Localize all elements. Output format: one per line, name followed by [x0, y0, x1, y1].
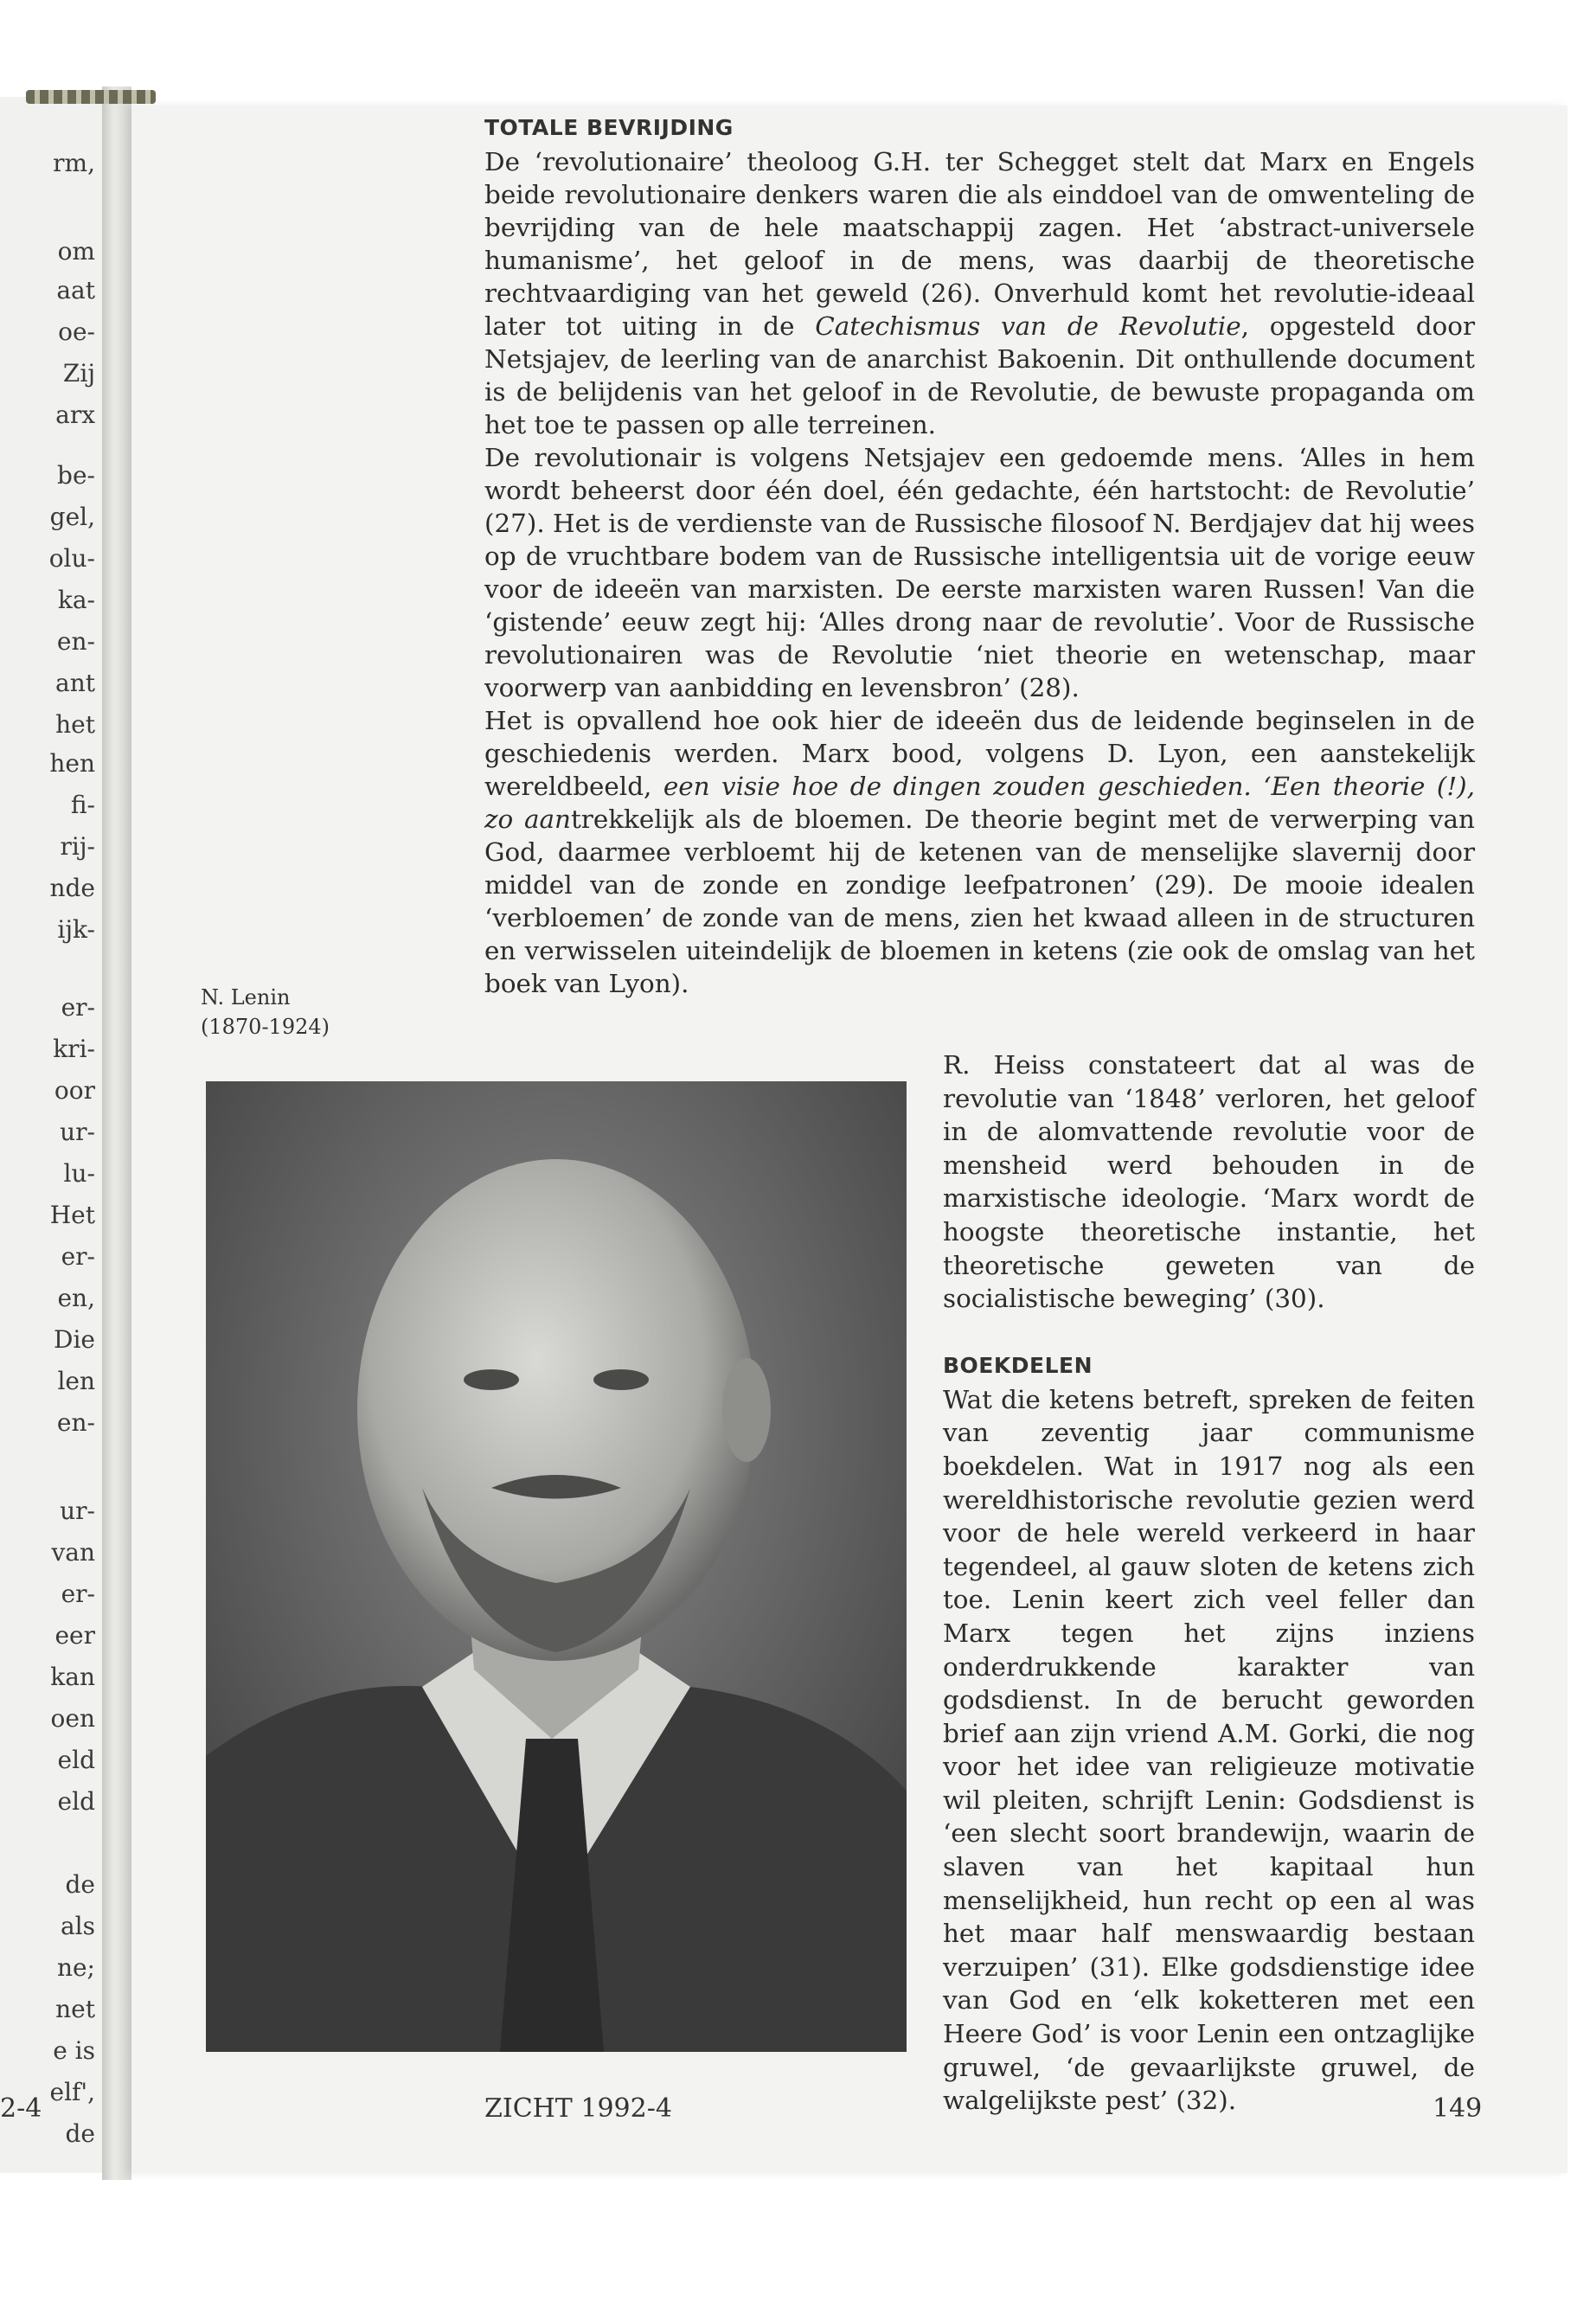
previous-page-text-fragment: als: [60, 1912, 95, 1940]
right-column: [943, 1048, 1475, 2118]
previous-page-text-fragment: len: [57, 1366, 95, 1395]
previous-page-text-fragment: Die: [54, 1324, 95, 1354]
previous-page-text-fragment: lu-: [63, 1158, 95, 1188]
previous-page-text-fragment: olu-: [48, 544, 95, 574]
page-number: 149: [1433, 2093, 1483, 2124]
previous-page-text-fragment: de: [65, 1870, 95, 1899]
paragraph-heiss: R. Heiss constateert dat al was de revolutie van ‘1848’ verloren, het geloof in de alomvattende revolutie voor de mensheid werd behouden in de marxistische ideologie. ‘Marx wordt de hoogste theoretische instantie, het theoretische geweten van de socialistische beweging’ (30).: [943, 1050, 1475, 1314]
paragraph-boekdelen: Wat die ketens betreft, spreken de feiten van zeventig jaar communisme boekdelen. Wat in 1917 nog als een wereldhistorische revolutie gezien werd voor de hele wereld verkeerd in haar tegendeel, al gauw sloten de ketens zich toe. Lenin keert zich veel feller dan Marx tegen het zijns inziens onderdrukkende karakter van godsdienst. In de berucht geworden brief aan zijn vriend A.M. Gorki, die nog voor het idee van religieuze motivatie wil pleiten, schrijft Lenin: Godsdienst is ‘een slecht soort brandewijn, waarin de slaven van het kapitaal hun menselijkheid, hun recht op een al was het maar half menswaardig bestaan verzuipen’ (31). Elke godsdienstige idee van God en ‘elk koketteren met een Heere God’ is voor Lenin een ontzaglijke gruwel, ‘de gevaarlijkste gruwel, de walgelijkste pest’ (32).: [943, 1384, 1475, 2116]
photo-caption: [201, 983, 330, 1042]
section-heading-totale-bevrijding: TOTALE BEVRIJDING: [484, 115, 734, 140]
previous-page-text-fragment: aat: [56, 275, 95, 304]
previous-page-text-fragment: ur-: [60, 1117, 95, 1146]
previous-page-text-fragment: nde: [49, 874, 95, 902]
previous-page-text-fragment: oor: [54, 1075, 95, 1105]
previous-page-text-fragment: hen: [49, 749, 95, 778]
previous-page-text-fragment: oen: [50, 1704, 95, 1733]
book-title-italic: Catechismus van de Revolutie: [815, 311, 1241, 341]
previous-page-text-fragment: er-: [61, 992, 95, 1022]
previous-page-text-fragment: oe-: [58, 317, 95, 346]
section-heading-boekdelen: BOEKDELEN: [943, 1352, 1093, 1378]
previous-page-text-fragment: eld: [57, 1746, 95, 1774]
previous-page-text-fragment: er-: [61, 1580, 95, 1608]
previous-page-text-fragment: ka-: [57, 586, 95, 615]
footer-journal: ZICHT 1992-4: [484, 2093, 672, 2124]
previous-page-text-fragment: om: [57, 237, 95, 266]
previous-page-text-fragment: kan: [50, 1663, 95, 1691]
previous-page-text-fragment: Zij: [62, 358, 95, 388]
previous-page-text-fragment: ijk-: [57, 915, 95, 944]
previous-page-text-fragment: arx: [55, 400, 95, 429]
caption-name: N. Lenin: [201, 985, 291, 1009]
previous-page-footer: 2-4: [0, 2093, 42, 2124]
previous-page-text-fragment: net: [55, 1995, 95, 2023]
previous-page-text-fragment: er-: [61, 1241, 95, 1271]
previous-page-text-fragment: be-: [57, 461, 95, 490]
paragraph-text: , opgesteld door Netsjajev, de leerling van de anarchist Bakoenin. Dit onthullende document is de belijdenis van het geloof in de Revolutie, de bewuste propaganda om het toe te passen op alle terreinen.: [484, 311, 1475, 439]
caption-years: (1870-1924): [201, 1015, 330, 1039]
previous-page-text-fragment: ne;: [56, 1953, 95, 1982]
previous-page-edge: [0, 97, 102, 2173]
previous-page-text-fragment: elf',: [49, 2078, 95, 2106]
previous-page-text-fragment: het: [55, 710, 95, 740]
paragraph-schegget: [484, 145, 1475, 441]
previous-page-text-fragment: eer: [54, 1621, 95, 1650]
portrait-illustration: [206, 1081, 907, 2052]
main-column: [484, 112, 1475, 1000]
previous-page-text-fragment: gel,: [49, 503, 95, 532]
previous-page-text-fragment: ant: [55, 669, 95, 698]
previous-page-text-fragment: Het: [49, 1200, 95, 1229]
paragraph-text: Het is opvallend hoe ook hier de ideeën dus de leidende beginselen in de geschiedenis werden. Marx bood, volgens D. Lyon, een aanstekelijk wereldbeeld,: [484, 706, 1475, 801]
paragraph-lyon: [484, 704, 1475, 1000]
paragraph-netsjajev: De revolutionair is volgens Netsjajev een gedoemde mens. ‘Alles in hem wordt beheerst door één doel, één gedachte, één hartstocht: de Revolutie’ (27). Het is de verdienste van de Russische filosoof N. Berdjajev dat hij wees op de vruchtbare bodem van de Russische intelligentsia uit de vorige eeuw voor de ideeën van marxisten. De eerste marxisten waren Russen! Van die ‘gistende’ eeuw zegt hij: ‘Alles drong naar de revolutie’. Voor de Russische revolutionairen was de Revolutie ‘niet theorie en wetenschap, maar voorwerp van aanbidding en levensbron’ (28).: [484, 443, 1475, 702]
previous-page-text-fragment: rij-: [60, 832, 95, 861]
previous-page-text-fragment: de: [65, 2119, 95, 2148]
paragraph-text: De ‘revolutionaire’ theoloog G.H. ter Schegget stelt dat Marx en Engels beide revolutionaire denkers waren die als einddoel van de omwenteling de bevrijding van de hele maatschappij zagen. Het ‘abstract-universele humanisme’, het geloof in de mens, was daarbij de theoretische rechtvaardiging van het geweld (26). Onverhuld komt het revolutie-ideaal later tot uiting in de: [484, 147, 1475, 341]
italic-quote: een visie hoe de dingen zouden geschieden. ‘Een theorie (!), zo aan: [484, 772, 1475, 834]
previous-page-text-fragment: fi-: [70, 791, 95, 819]
paragraph-text: trekkelijk als de bloemen. De theorie begint met de verwerping van God, daarmee verbloemt hij de ketenen van de menselijke slavernij door middel van de zonde en zondige leefpatronen’ (29). De mooie idealen ‘verbloemen’ de zonde van de mens, zien het kwaad alleen in de structuren en verwisselen uiteindelijk de bloemen in ketens (zie ook de omslag van het boek van Lyon).: [484, 804, 1475, 998]
previous-page-text-fragment: kri-: [53, 1034, 95, 1063]
portrait-photo: [206, 1081, 907, 2052]
previous-page-text-fragment: ur-: [60, 1497, 95, 1525]
previous-page-text-fragment: en-: [56, 1407, 95, 1437]
previous-page-text-fragment: rm,: [53, 148, 95, 177]
previous-page-text-fragment: e is: [53, 2036, 95, 2065]
previous-page-text-fragment: en,: [57, 1283, 95, 1312]
previous-page-text-fragment: van: [51, 1538, 95, 1567]
book-spine: [26, 90, 156, 104]
book-gutter: [102, 87, 131, 2180]
previous-page-text-fragment: en-: [56, 627, 95, 657]
previous-page-text-fragment: eld: [57, 1787, 95, 1816]
